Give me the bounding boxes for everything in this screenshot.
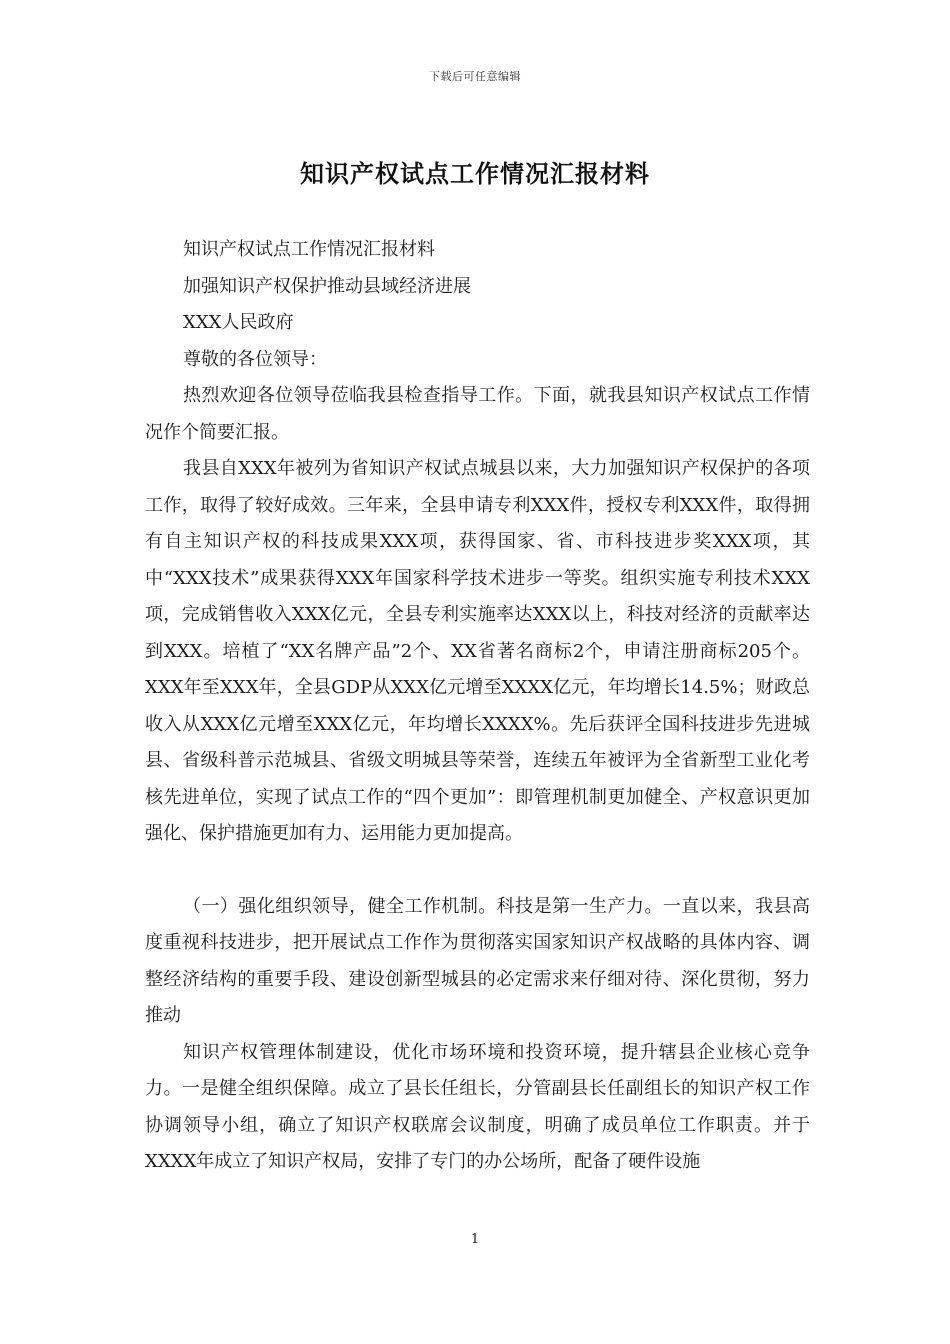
document-body [145, 232, 810, 1181]
paragraph-salutation: 尊敬的各位领导： [183, 348, 327, 370]
header-note: 下载后可任意编辑 [429, 70, 521, 83]
paragraph-subtitle: 加强知识产权保护推动县域经济进展 [183, 275, 471, 297]
paragraph-welcome: 热烈欢迎各位领导莅临我县检查指导工作。下面，就我县知识产权试点工作情况作个简要汇报。 [145, 385, 810, 443]
page-number: 1 [470, 1232, 480, 1247]
paragraph-management: 知识产权管理体制建设，优化市场环境和投资环境，提升辖县企业核心竞争力。一是健全组织保障。成立了县长任组长，分管副县长任副组长的知识产权工作协调领导小组，确立了知识产权联席会议制度，明确了成员单位工作职责。并于XXXX年成立了知识产权局，安排了专门的办公场所，配备了硬件设施 [145, 1041, 810, 1172]
paragraph-section-one: （一）强化组织领导，健全工作机制。科技是第一生产力。一直以来，我县高度重视科技进步，把开展试点工作作为贯彻落实国家知识产权战略的具体内容、调整经济结构的重要手段、建设创新型城县的必定需求来仔细对待、深化贯彻，努力推动 [145, 895, 810, 1026]
paragraph-achievements: 我县自XXX年被列为省知识产权试点城县以来，大力加强知识产权保护的各项工作，取得了较好成效。三年来，全县申请专利XXX件，授权专利XXX件，取得拥有自主知识产权的科技成果XXX项，获得国家、省、市科技进步奖XXX项，其中“XXX技术”成果获得XXX年国家科学技术进步一等奖。组织实施专利技术XXX项，完成销售收入XXX亿元，全县专利实施率达XXX以上，科技对经济的贡献率达到XXX。培植了“XX名牌产品”2个、XX省著名商标2个，申请注册商标205个。XXX年至XXX年，全县GDP从XXX亿元增至XXXX亿元，年均增长14.5%；财政总收入从XXX亿元增至XXX亿元，年均增长XXXX%。先后获评全国科技进步先进城县、省级科普示范城县、省级文明城县等荣誉，连续五年被评为全省新型工业化考核先进单位，实现了试点工作的“四个更加”：即管理机制更加健全、产权意识更加强化、保护措施更加有力、运用能力更加提高。 [145, 458, 810, 844]
paragraph-issuer: XXX人民政府 [183, 312, 294, 333]
paragraph-report-title: 知识产权试点工作情况汇报材料 [183, 239, 435, 260]
document-title: 知识产权试点工作情况汇报材料 [300, 159, 650, 188]
